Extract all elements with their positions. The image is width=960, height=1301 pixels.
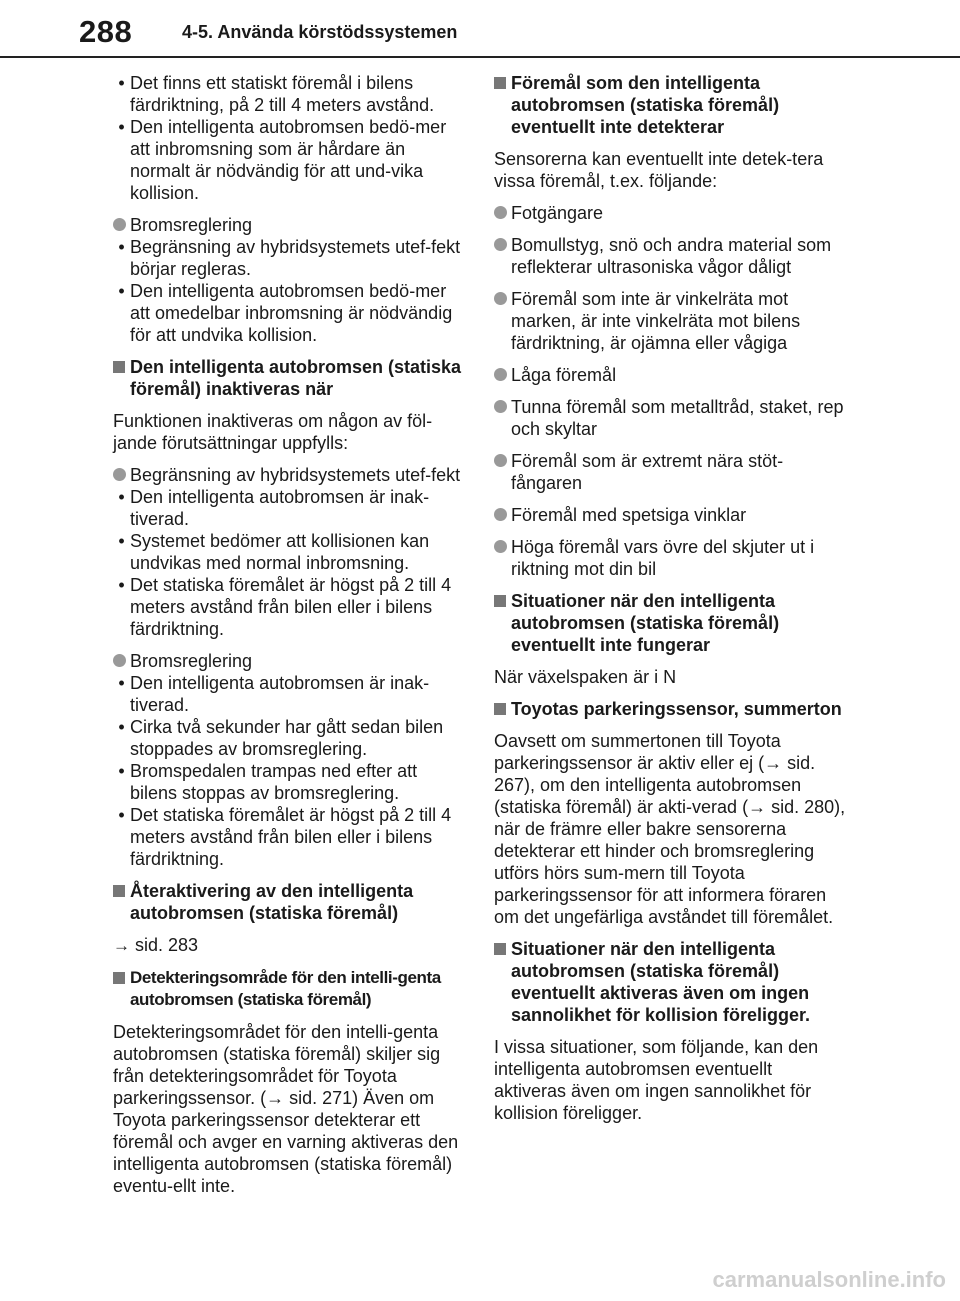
bullet-item: • Det statiska föremålet är högst på 2 till 4 meters avstånd från bilen eller i bilens färdriktning. xyxy=(118,805,452,869)
heading-reactivation: Återaktivering av den intelligenta autobromsen (statiska föremål) xyxy=(113,880,468,924)
circle-bullet-icon xyxy=(494,508,507,521)
heading-not-working: Situationer när den intelligenta autobromsen (statiska föremål) eventuellt inte fungerar xyxy=(494,590,849,656)
list-item: Tunna föremål som metalltråd, staket, rep och skyltar xyxy=(494,396,849,440)
left-column xyxy=(113,72,468,1207)
square-bullet-icon xyxy=(113,885,125,897)
circle-bullet-icon xyxy=(113,218,126,231)
bullet-item: • Det finns ett statiskt föremål i bilens färdriktning, på 2 till 4 meters avstånd. xyxy=(118,73,435,115)
section-title: 4-5. Använda körstödssystemen xyxy=(182,22,458,42)
circle-bullet-icon xyxy=(113,468,126,481)
circle-bullet-icon xyxy=(494,292,507,305)
square-bullet-icon xyxy=(494,943,506,955)
list-item: Föremål med spetsiga vinklar xyxy=(494,504,849,526)
heading-parking-sensor: Toyotas parkeringssensor, summerton xyxy=(494,698,849,720)
circle-bullet-icon xyxy=(494,540,507,553)
list-item: Föremål som är extremt nära stöt-fångaren xyxy=(494,450,849,494)
circle-bullet-icon xyxy=(494,206,507,219)
bullet-item: • Den intelligenta autobromsen bedö-mer att omedelbar inbromsning är nödvändig för att undvika kollision. xyxy=(118,281,453,345)
square-bullet-icon xyxy=(494,77,506,89)
heading-unneeded-activation: Situationer när den intelligenta autobromsen (statiska föremål) eventuellt aktiveras även om ingen sannolikhet för kollision föreligger. xyxy=(494,938,849,1026)
dot-section-braking: Bromsreglering • Begränsning av hybridsystemets utef-fekt börjar regleras. • Den intelligenta autobromsen bedö-mer att omedelbar inbromsning är nödvändig för att undvika kollision. xyxy=(113,214,468,346)
heading-deactivated: Den intelligenta autobromsen (statiska föremål) inaktiveras när xyxy=(113,356,468,400)
dot-section-braking-2: Bromsreglering • Den intelligenta autobromsen är inak-tiverad. • Cirka två sekunder har gått sedan bilen stoppades av bromsreglering. • Bromspedalen trampas ned efter att bilens stoppas av bromsreglering. • Det statiska föremålet är högst på 2 till 4 meters avstånd från bilen eller i bilens färdriktning. xyxy=(113,650,468,870)
list-item: Låga föremål xyxy=(494,364,849,386)
heading-not-detected: Föremål som den intelligenta autobromsen (statiska föremål) eventuellt inte detekterar xyxy=(494,72,849,138)
square-bullet-icon xyxy=(494,703,506,715)
intro-bullets xyxy=(113,72,468,204)
square-bullet-icon xyxy=(113,972,125,984)
header-rule xyxy=(0,56,960,58)
list-item: Fotgängare xyxy=(494,202,849,224)
bullet-item: • Begränsning av hybridsystemets utef-fekt börjar regleras. xyxy=(118,237,461,279)
circle-bullet-icon xyxy=(494,454,507,467)
circle-bullet-icon xyxy=(494,400,507,413)
square-bullet-icon xyxy=(113,361,125,373)
paragraph: I vissa situationer, som följande, kan den intelligenta autobromsen eventuellt aktiveras även om ingen sannolikhet för kollision föreligger. xyxy=(494,1037,819,1123)
bullet-item: • Den intelligenta autobromsen är inak-tiverad. xyxy=(118,487,430,529)
bullet-item: • Den intelligenta autobromsen är inak-tiverad. xyxy=(118,673,430,715)
circle-bullet-icon xyxy=(494,368,507,381)
dot-section-output: Begränsning av hybridsystemets utef-fekt • Den intelligenta autobromsen är inak-tiverad. • Systemet bedömer att kollisionen kan undvikas med normal inbromsning. • Det statiska föremålet är högst på 2 till 4 meters avstånd från bilen eller i bilens färdriktning. xyxy=(113,464,468,640)
paragraph: Sensorerna kan eventuellt inte detek-tera vissa föremål, t.ex. följande: xyxy=(494,149,824,191)
page-number: 288 xyxy=(79,14,133,49)
list-item: Höga föremål vars övre del skjuter ut i riktning mot din bil xyxy=(494,536,849,580)
paragraph: Funktionen inaktiveras om någon av föl-jande förutsättningar uppfylls: xyxy=(113,411,433,453)
bullet-item: • Cirka två sekunder har gått sedan bilen stoppades av bromsreglering. xyxy=(118,717,444,759)
heading-detection-area: Detekteringsområde för den intelli-genta autobromsen (statiska föremål) xyxy=(113,967,468,1011)
arrow-right-icon: → xyxy=(113,936,130,955)
list-item: Bomullstyg, snö och andra material som reflekterar ultrasoniska vågor dåligt xyxy=(494,234,849,278)
paragraph: Detekteringsområdet för den intelli-genta autobromsen (statiska föremål) skiljer sig från detekteringsområdet för Toyota parkeringssensor. (→ sid. 271) Även om Toyota parkeringssensor detekterar ett föremål och avger en varning aktiveras den intelligenta autobromsen (statiska föremål) eventu-ellt inte. xyxy=(113,1022,459,1196)
bullet-item: • Den intelligenta autobromsen bedö-mer att inbromsning som är hårdare än normalt är nödvändig för att und-vika kollision. xyxy=(118,117,447,203)
right-column xyxy=(494,72,849,1134)
paragraph: Oavsett om summertonen till Toyota parkeringssensor är aktiv eller ej (→ sid. 267), om den intelligenta autobromsen (statiska föremål) är akti-verad (→ sid. 280), när de främre eller bakre sensorerna detekterar ett hinder och bromsreglering utförs hörs sum-mern till Toyota parkeringssensor för att informera föraren om det ungefärliga avståndet till föremålet. xyxy=(494,731,846,927)
page-reference xyxy=(113,934,468,957)
page-link: sid. 283 xyxy=(135,935,199,955)
list-item: Föremål som inte är vinkelräta mot marken, är inte vinkelräta mot bilens färdriktning, är ojämna eller vågiga xyxy=(494,288,849,354)
bullet-item: • Bromspedalen trampas ned efter att bilens stoppas av bromsreglering. xyxy=(118,761,418,803)
page-header xyxy=(0,0,960,58)
circle-bullet-icon xyxy=(113,654,126,667)
bullet-item: • Systemet bedömer att kollisionen kan undvikas med normal inbromsning. xyxy=(118,531,430,573)
circle-bullet-icon xyxy=(494,238,507,251)
square-bullet-icon xyxy=(494,595,506,607)
paragraph: När växelspaken är i N xyxy=(494,667,677,687)
bullet-item: • Det statiska föremålet är högst på 2 till 4 meters avstånd från bilen eller i bilens färdriktning. xyxy=(118,575,452,639)
watermark: carmanualsonline.info xyxy=(712,1267,946,1292)
